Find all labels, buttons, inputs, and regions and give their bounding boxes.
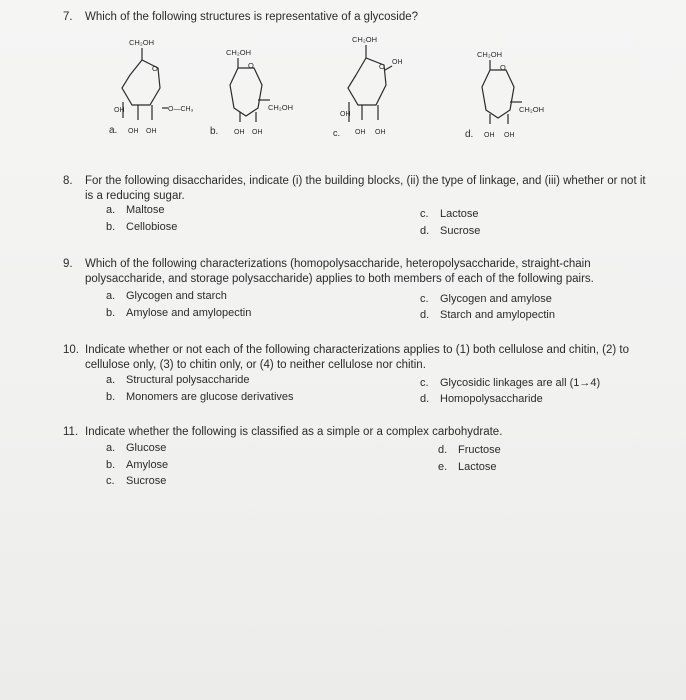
- structure-a-label: a.: [109, 125, 118, 136]
- glycoside-structures: [0, 30, 686, 180]
- question-9-option-d: d. Starch and amylopectin: [420, 309, 555, 321]
- structure-a-oh-left: OH: [114, 107, 125, 114]
- structure-d: [465, 50, 544, 140]
- question-11-number: 11.: [63, 426, 79, 438]
- structure-a-oh-1: OH: [128, 128, 139, 135]
- question-7-text: Which of the following structures is representative of a glycoside?: [85, 11, 419, 23]
- question-11-text: Indicate whether the following is classified as a simple or a complex carbohydrate.: [85, 426, 503, 438]
- question-11-option-b: b. Amylose: [106, 459, 169, 471]
- structure-b-oh-2: OH: [252, 129, 263, 136]
- question-10-option-a: a. Structural polysaccharide: [106, 374, 250, 386]
- question-9: [63, 256, 673, 290]
- structure-c: [333, 35, 403, 138]
- structure-c-oh-2: OH: [375, 129, 386, 136]
- structure-c-oh-1: OH: [355, 129, 366, 136]
- structure-a: [109, 38, 194, 136]
- structure-b-oh-1: OH: [234, 129, 245, 136]
- question-9-text-line1: Which of the following characterizations (homopolysaccharide, heteropolysaccharide, straight-chain: [85, 258, 591, 270]
- structure-c-ch2oh: CH₂OH: [352, 35, 377, 44]
- structure-d-oh-2: OH: [504, 132, 515, 139]
- question-8-option-c: c. Lactose: [420, 208, 479, 220]
- question-7: [63, 9, 663, 27]
- structure-a-ch2oh: CH₂OH: [129, 38, 154, 47]
- structure-b-ring-oxygen: O: [248, 61, 254, 70]
- question-10-option-c: c. Glycosidic linkages are all (1→4): [420, 377, 601, 389]
- question-7-number: 7.: [63, 11, 73, 23]
- structure-a-oh-2: OH: [146, 128, 157, 135]
- question-8: [63, 173, 673, 207]
- question-10-option-d: d. Homopolysaccharide: [420, 393, 543, 405]
- question-9-option-b: b. Amylose and amylopectin: [106, 307, 252, 319]
- question-8-option-b: b. Cellobiose: [106, 221, 178, 233]
- question-11-option-c: c. Sucrose: [106, 475, 167, 487]
- structure-b-label: b.: [210, 126, 219, 137]
- question-8-number: 8.: [63, 175, 73, 187]
- structure-b: [210, 48, 293, 137]
- structure-d-ch2oh: CH₂OH: [477, 50, 502, 59]
- question-9-option-a: a. Glycogen and starch: [106, 290, 227, 302]
- question-10-number: 10.: [63, 344, 79, 356]
- question-10-text-line1: Indicate whether or not each of the following characterizations applies to (1) both cellulose and chitin, (2) to: [85, 344, 630, 356]
- question-9-text-line2: polysaccharide, and storage polysaccharide) applies to both members of each of the following pairs.: [85, 273, 594, 285]
- question-11-option-a: a. Glucose: [106, 442, 167, 454]
- question-10: [63, 342, 673, 376]
- structure-d-oh-1: OH: [484, 132, 495, 139]
- question-11-option-d: d. Fructose: [438, 444, 501, 456]
- structure-a-ring-oxygen: O: [152, 64, 158, 73]
- question-11: [63, 424, 673, 442]
- structure-c-oh-top: OH: [392, 59, 403, 66]
- structure-d-label: d.: [465, 129, 474, 140]
- structure-d-ring-oxygen: O: [500, 63, 506, 72]
- structure-b-ch2oh-right: CH₂OH: [268, 103, 293, 112]
- question-8-text-line1: For the following disaccharides, indicate (i) the building blocks, (ii) the type of linkage, and (iii) whether or not it: [85, 175, 646, 187]
- structure-c-label: c.: [333, 128, 341, 138]
- question-11-option-e: e. Lactose: [438, 461, 497, 473]
- structure-a-o-ch3: O—CH₃: [168, 106, 194, 113]
- question-8-option-d: d. Sucrose: [420, 225, 481, 237]
- structure-c-oh-left: OH: [340, 111, 351, 118]
- question-10-text-line2: cellulose only, (3) to chitin only, or (4) to neither cellulose nor chitin.: [85, 359, 426, 371]
- structure-c-ring-oxygen: O: [379, 62, 385, 71]
- structure-b-ch2oh: CH₂OH: [226, 48, 251, 57]
- question-10-option-b: b. Monomers are glucose derivatives: [106, 391, 294, 403]
- structure-d-ch2oh-right: CH₂OH: [519, 105, 544, 114]
- question-9-option-c: c. Glycogen and amylose: [420, 293, 552, 305]
- question-8-option-a: a. Maltose: [106, 204, 165, 216]
- question-9-number: 9.: [63, 258, 73, 270]
- question-8-text-line2: is a reducing sugar.: [85, 190, 185, 202]
